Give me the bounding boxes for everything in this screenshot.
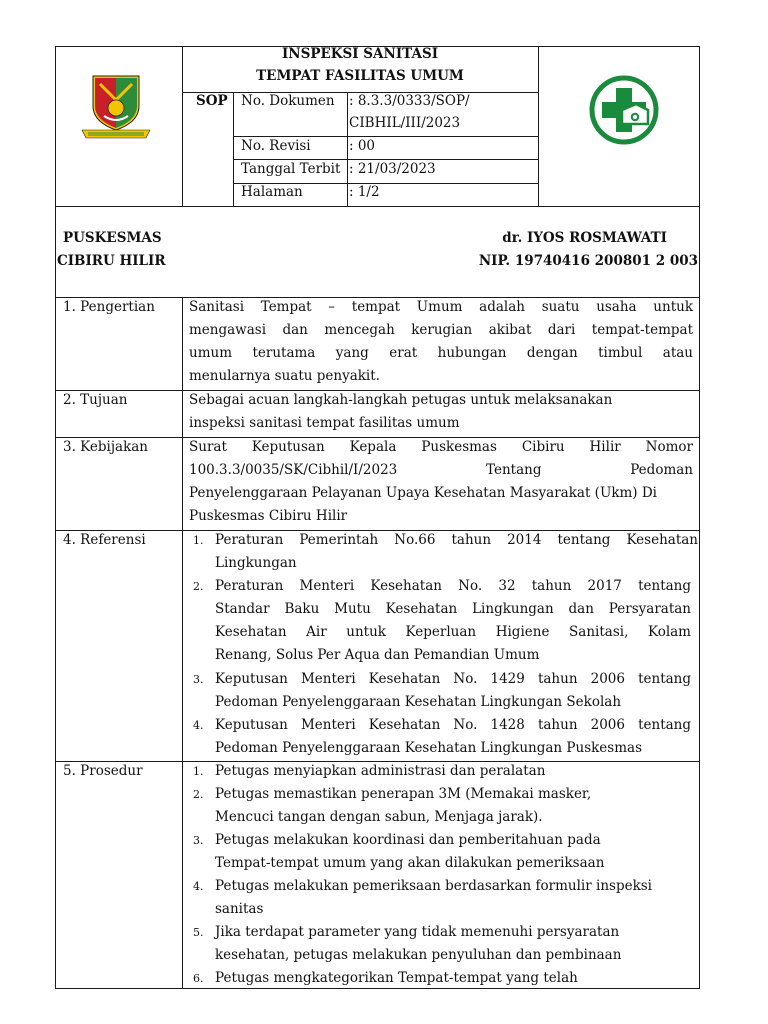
signatory-name: dr. IYOS ROSMAWATI: [502, 230, 667, 246]
kebijakan-line: Surat Keputusan Kepala Puskesmas Cibiru Hilir Nomor: [189, 439, 693, 455]
pengertian-line: Sanitasi Tempat – tempat Umum adalah suatu usaha untuk: [189, 299, 693, 315]
prosedur-line: sanitas: [215, 901, 264, 917]
list-number: 2.: [193, 580, 204, 593]
list-number: 3.: [193, 673, 204, 686]
sop-label: SOP: [196, 93, 228, 109]
referensi-line: Peraturan Menteri Kesehatan No. 32 tahun 2017 tentang: [215, 578, 691, 594]
pengertian-line: menularnya suatu penyakit.: [189, 368, 380, 384]
referensi-line: Keputusan Menteri Kesehatan No. 1429 tahun 2006 tentang: [215, 671, 691, 687]
prosedur-line: Petugas memastikan penerapan 3M (Memakai masker,: [215, 786, 592, 802]
section-label-referensi: 4. Referensi: [63, 532, 146, 548]
section-label-prosedur: 5. Prosedur: [63, 763, 143, 779]
referensi-line: Renang, Solus Per Aqua dan Pemandian Umum: [215, 647, 540, 663]
issue-date-value: : 21/03/2023: [349, 161, 436, 177]
page-value: : 1/2: [349, 184, 380, 200]
prosedur-line: Mencuci tangan dengan sabun, Menjaga jarak).: [215, 809, 543, 825]
doc-number-value-line-1: : 8.3.3/0333/SOP/: [349, 93, 470, 109]
list-number: 2.: [193, 788, 204, 801]
referensi-line: Keputusan Menteri Kesehatan No. 1428 tahun 2006 tentang: [215, 717, 691, 733]
referensi-line: Standar Baku Mutu Kesehatan Lingkungan dan Persyaratan: [215, 601, 691, 617]
tujuan-line: inspeksi sanitasi tempat fasilitas umum: [189, 415, 460, 431]
list-number: 1.: [193, 534, 204, 547]
referensi-line: Pedoman Penyelenggaraan Kesehatan Lingkungan Puskesmas: [215, 740, 642, 756]
document-title-line-1: INSPEKSI SANITASI: [281, 46, 439, 62]
section-label-kebijakan: 3. Kebijakan: [63, 439, 149, 455]
referensi-line: Lingkungan: [215, 555, 297, 571]
revision-label: No. Revisi: [241, 138, 311, 154]
regency-coat-of-arms-icon: [76, 70, 156, 142]
pengertian-line: mengawasi dan mencegah kerugian akibat dari tempat-tempat: [189, 322, 693, 338]
document-title-line-2: TEMPAT FASILITAS UMUM: [256, 68, 464, 84]
kebijakan-line: Puskesmas Cibiru Hilir: [189, 508, 348, 524]
referensi-line: Pedoman Penyelenggaraan Kesehatan Lingkungan Sekolah: [215, 694, 622, 710]
prosedur-line: Jika terdapat parameter yang tidak memenuhi persyaratan: [215, 924, 620, 940]
section-label-tujuan: 2. Tujuan: [63, 392, 128, 408]
border-left: [55, 46, 56, 989]
puskesmas-logo-icon: [586, 74, 662, 146]
signatory-nip: NIP. 19740416 200801 2 003: [478, 253, 698, 269]
list-number: 4.: [193, 719, 204, 732]
page-label: Halaman: [241, 184, 303, 200]
tujuan-line: Sebagai acuan langkah-langkah petugas untuk melaksanakan: [189, 392, 613, 408]
revision-value: : 00: [349, 138, 376, 154]
list-number: 6.: [193, 972, 204, 985]
referensi-line: Kesehatan Air untuk Keperluan Higiene Sanitasi, Kolam: [215, 624, 691, 640]
kebijakan-line: 100.3.3/0035/SK/Cibhil/I/2023 Tentang Pedoman: [189, 462, 693, 478]
doc-number-label: No. Dokumen: [241, 93, 335, 109]
prosedur-line: Petugas melakukan koordinasi dan pemberitahuan pada: [215, 832, 601, 848]
doc-number-value-line-2: CIBHIL/III/2023: [349, 115, 461, 131]
section-label-pengertian: 1. Pengertian: [63, 299, 155, 315]
issue-date-label: Tanggal Terbit: [241, 161, 341, 177]
prosedur-line: kesehatan, petugas melakukan penyuluhan dan pembinaan: [215, 947, 622, 963]
list-number: 3.: [193, 834, 204, 847]
list-number: 5.: [193, 926, 204, 939]
border-logo2-left: [538, 46, 539, 207]
list-number: 1.: [193, 765, 204, 778]
border-label-col: [182, 297, 183, 989]
prosedur-line: Petugas melakukan pemeriksaan berdasarkan formulir inspeksi: [215, 878, 652, 894]
border-right: [699, 46, 700, 989]
org-name-line-2: CIBIRU HILIR: [57, 253, 166, 269]
border-header-bottom: [55, 206, 700, 207]
prosedur-line: Petugas mengkategorikan Tempat-tempat yang telah: [215, 970, 578, 986]
list-number: 4.: [193, 880, 204, 893]
prosedur-line: Petugas menyiapkan administrasi dan peralatan: [215, 763, 546, 779]
referensi-line: Peraturan Pemerintah No.66 tahun 2014 tentang Kesehatan: [215, 532, 698, 548]
border-value-col: [347, 92, 348, 207]
prosedur-line: Tempat-tempat umum yang akan dilakukan pemeriksaan: [215, 855, 605, 871]
border-sop-col: [233, 92, 234, 207]
kebijakan-line: Penyelenggaraan Pelayanan Upaya Kesehatan Masyarakat (Ukm) Di: [189, 485, 657, 501]
pengertian-line: umum terutama yang erat hubungan dengan timbul atau: [189, 345, 693, 361]
org-name-line-1: PUSKESMAS: [63, 230, 162, 246]
